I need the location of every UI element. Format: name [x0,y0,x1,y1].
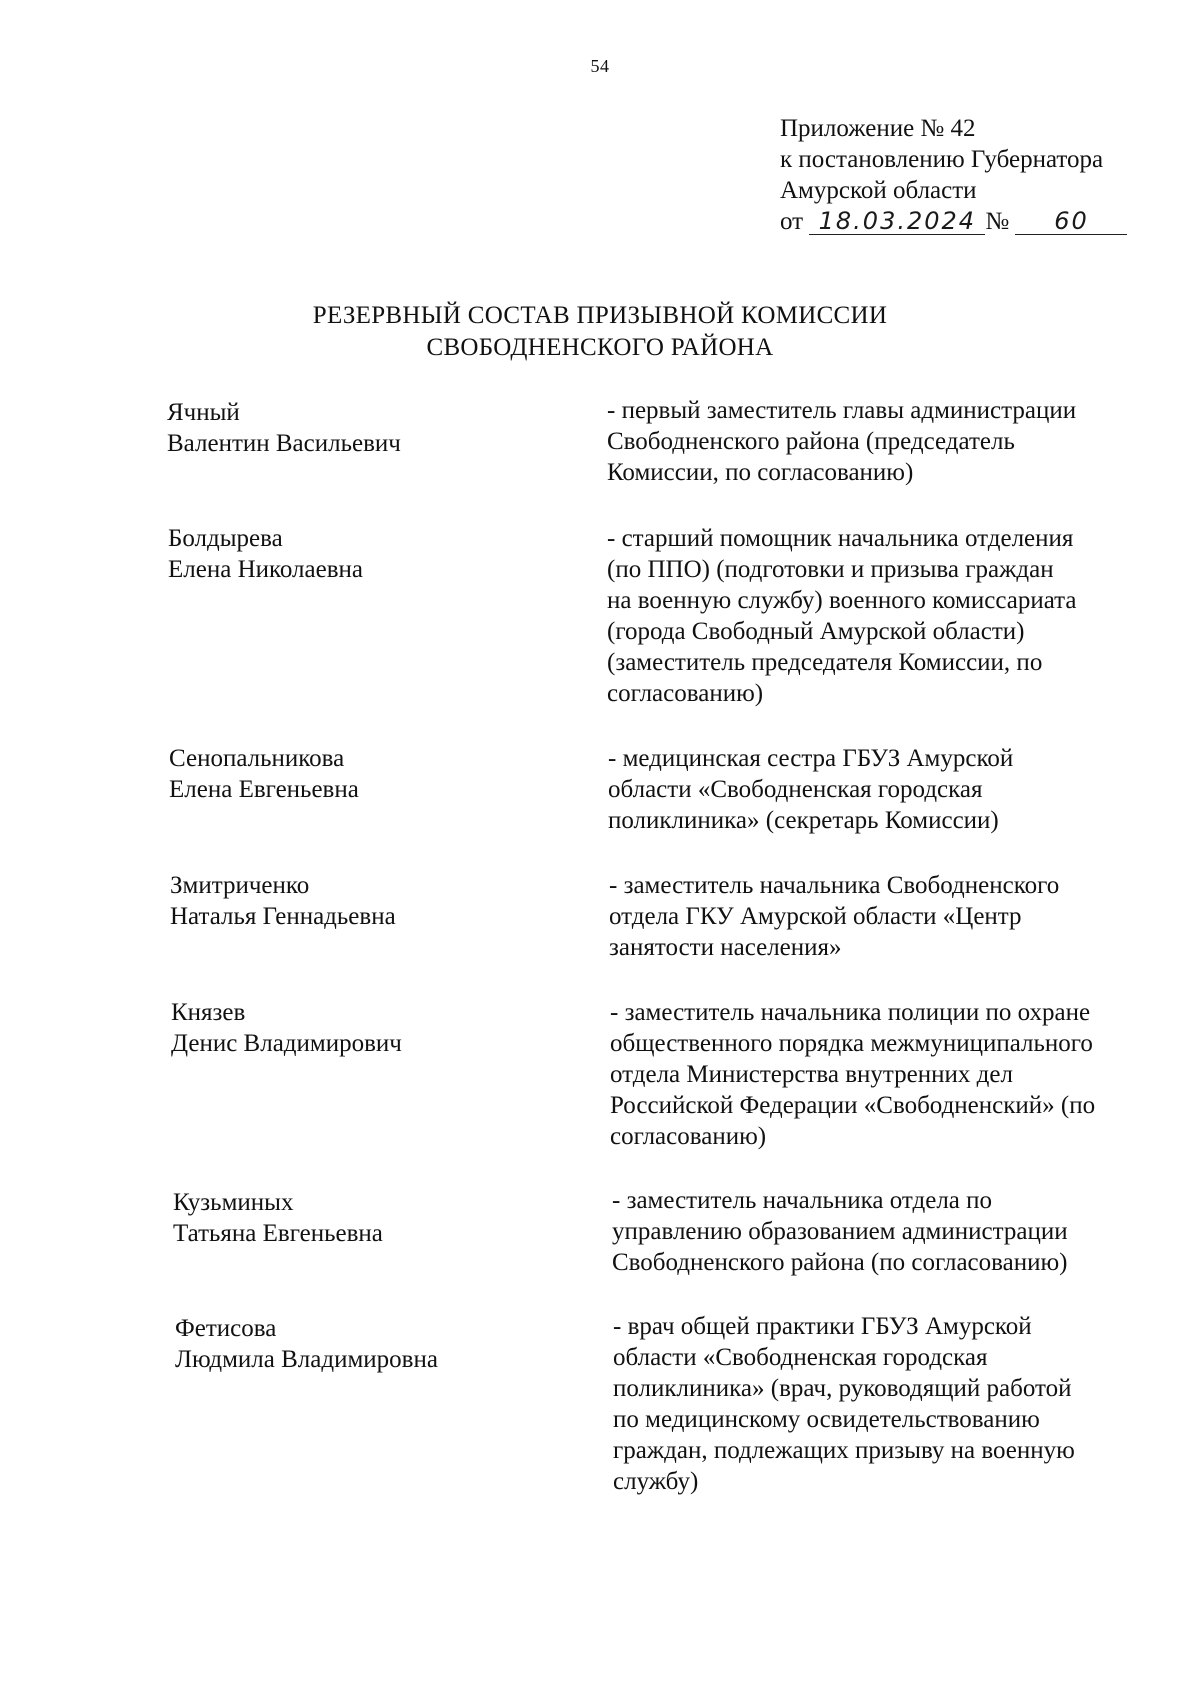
member-name [171,997,591,1059]
member-name [167,397,587,459]
role-line: службу) [613,1468,699,1495]
member-surname: Болдырева [168,525,283,552]
role-line: согласованию) [607,680,764,707]
member-surname: Сенопальникова [169,745,345,772]
member-given-names: Елена Евгеньевна [169,776,359,803]
member-surname: Князев [171,999,246,1026]
appendix-line: Амурской области [780,177,977,204]
role-line: Комиссии, по согласованию) [607,459,914,486]
role-line: Свободненского района (по согласованию) [612,1249,1068,1276]
page-number: 54 [590,56,610,76]
role-line: - старший помощник начальника отделения [607,525,1074,552]
title-line: СВОБОДНЕНСКОГО РАЙОНА [426,334,774,361]
role-line: области «Свободненская городская [608,776,983,803]
role-line: (заместитель председателя Комиссии, по [607,649,1043,676]
member-given-names: Татьяна Евгеньевна [173,1220,383,1247]
member-surname: Фетисова [175,1315,277,1342]
role-line: по медицинскому освидетельствованию [613,1406,1040,1433]
member-role [610,997,1170,1152]
role-line: поликлиника» (врач, руководящий работой [613,1375,1072,1402]
role-line: занятости населения» [609,934,842,961]
role-line: - заместитель начальника полиции по охране [610,999,1091,1026]
member-given-names: Наталья Геннадьевна [170,903,396,930]
role-line: - медицинская сестра ГБУЗ Амурской [608,745,1014,772]
member-role [607,395,1167,488]
member-name [169,743,589,805]
document-title [0,300,1200,364]
member-name [175,1313,595,1375]
role-line: на военную службу) военного комиссариата [607,587,1077,614]
appendix-date-row [780,206,1180,237]
member-given-names: Денис Владимирович [171,1030,402,1057]
role-line: - первый заместитель главы администрации [607,397,1077,424]
appendix-header [780,113,1180,237]
role-line: - заместитель начальника отдела по [612,1187,993,1214]
role-line: Свободненского района (председатель [607,428,1015,455]
member-surname: Змитриченко [170,872,310,899]
member-role [608,743,1168,836]
role-line: отдела ГКУ Амурской области «Центр [609,903,1022,930]
member-surname: Ячный [167,399,240,426]
handwritten-date: 18.03.2024 [809,208,985,235]
role-line: граждан, подлежащих призыву на военную [613,1437,1075,1464]
member-given-names: Людмила Владимировна [175,1346,438,1373]
role-line: области «Свободненская городская [613,1344,988,1371]
member-role [607,523,1167,709]
member-surname: Кузьминых [173,1189,294,1216]
appendix-line: к постановлению Губернатора [780,146,1104,173]
date-prefix: от [780,208,804,235]
title-line: РЕЗЕРВНЫЙ СОСТАВ ПРИЗЫВНОЙ КОМИССИИ [312,302,888,329]
role-line: (по ППО) (подготовки и призыва граждан [607,556,1054,583]
member-given-names: Елена Николаевна [168,556,363,583]
role-line: поликлиника» (секретарь Комиссии) [608,807,999,834]
member-role [613,1311,1173,1497]
member-name [173,1187,593,1249]
number-sign: № [985,208,1010,235]
role-line: Российской Федерации «Свободненский» (по [610,1092,1096,1119]
member-name [168,523,588,585]
role-line: согласованию) [610,1123,767,1150]
member-role [609,870,1169,963]
handwritten-number: 60 [1015,208,1127,235]
member-role [612,1185,1172,1278]
appendix-line: Приложение № 42 [780,115,976,142]
role-line: (города Свободный Амурской области) [607,618,1025,645]
role-line: отдела Министерства внутренних дел [610,1061,1013,1088]
role-line: общественного порядка межмуниципального [610,1030,1093,1057]
member-name [170,870,590,932]
role-line: управлению образованием администрации [612,1218,1068,1245]
role-line: - заместитель начальника Свободненского [609,872,1060,899]
role-line: - врач общей практики ГБУЗ Амурской [613,1313,1032,1340]
member-given-names: Валентин Васильевич [167,430,401,457]
